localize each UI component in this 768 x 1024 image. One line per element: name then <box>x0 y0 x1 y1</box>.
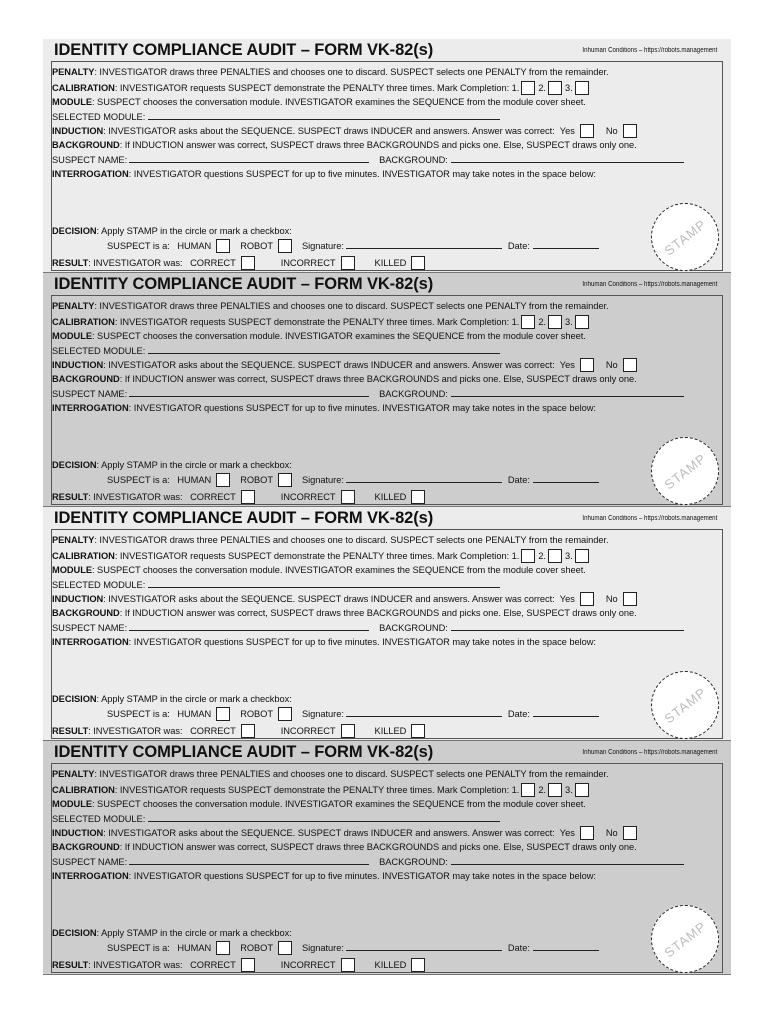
date-label: Date: <box>507 475 530 485</box>
background-text: : If INDUCTION answer was correct, SUSPECT draws three BACKGROUNDS and picks one. Else, SUSPECT draws only one. <box>119 608 637 618</box>
signature-label: Signature: <box>302 943 344 953</box>
completion-3-label: 3. <box>564 785 573 795</box>
penalty-line <box>52 66 609 78</box>
completion-2-checkbox[interactable] <box>548 315 562 329</box>
completion-2-label: 2. <box>538 83 546 93</box>
induction-text: : INVESTIGATOR asks about the SEQUENCE. SUSPECT draws INDUCER and answers. Answer was correct: <box>103 594 555 604</box>
background-field-label: BACKGROUND: <box>379 155 448 165</box>
result-label: RESULT <box>52 492 89 502</box>
date-field[interactable] <box>533 239 599 249</box>
completion-3-label: 3. <box>564 83 573 93</box>
robot-checkbox[interactable] <box>278 941 292 955</box>
signature-label: Signature: <box>302 241 344 251</box>
background-line <box>52 607 637 619</box>
incorrect-checkbox[interactable] <box>341 724 355 738</box>
background-line <box>52 139 637 151</box>
completion-2-label: 2. <box>538 317 546 327</box>
background-field-label: BACKGROUND: <box>379 389 448 399</box>
interrogation-label: INTERROGATION <box>52 403 129 413</box>
penalty-line <box>52 534 609 546</box>
killed-label: KILLED <box>374 726 407 736</box>
killed-checkbox[interactable] <box>411 724 425 738</box>
decision-text: : Apply STAMP in the circle or mark a checkbox: <box>96 460 292 470</box>
correct-label: CORRECT <box>190 258 236 268</box>
human-checkbox[interactable] <box>216 239 230 253</box>
calibration-line <box>52 315 592 329</box>
date-field[interactable] <box>533 941 599 951</box>
form-title: IDENTITY COMPLIANCE AUDIT – FORM VK-82(s) <box>54 275 434 293</box>
robot-checkbox[interactable] <box>278 239 292 253</box>
interrogation-line <box>52 636 596 648</box>
suspect-is-label: SUSPECT is a: <box>107 241 170 251</box>
human-checkbox[interactable] <box>216 707 230 721</box>
completion-1-checkbox[interactable] <box>521 783 535 797</box>
correct-checkbox[interactable] <box>241 724 255 738</box>
suspect-name-field[interactable] <box>129 153 369 163</box>
suspect-name-label: SUSPECT NAME: <box>52 857 128 867</box>
completion-3-checkbox[interactable] <box>575 783 589 797</box>
suspect-name-field[interactable] <box>129 621 369 631</box>
module-text: : SUSPECT chooses the conversation module. INVESTIGATOR examines the SEQUENCE from the module cover sheet. <box>91 97 586 107</box>
correct-checkbox[interactable] <box>241 490 255 504</box>
audit-form <box>43 507 731 741</box>
interrogation-label: INTERROGATION <box>52 169 129 179</box>
background-field[interactable] <box>451 855 684 865</box>
interrogation-text: : INVESTIGATOR questions SUSPECT for up to five minutes. INVESTIGATOR may take notes in the space below: <box>128 169 596 179</box>
selected-module-line <box>52 110 500 123</box>
no-checkbox[interactable] <box>623 358 637 372</box>
result-line <box>52 490 428 504</box>
induction-line <box>52 592 640 606</box>
stamp-watermark: STAMP <box>661 450 709 492</box>
no-checkbox[interactable] <box>623 124 637 138</box>
module-label: MODULE <box>52 331 92 341</box>
completion-2-checkbox[interactable] <box>548 549 562 563</box>
suspect-name-line <box>52 387 684 400</box>
selected-module-label: SELECTED MODULE: <box>52 814 146 824</box>
completion-1-label: 1. <box>511 83 520 93</box>
suspect-name-label: SUSPECT NAME: <box>52 623 128 633</box>
form-header <box>43 741 731 763</box>
interrogation-text: : INVESTIGATOR questions SUSPECT for up to five minutes. INVESTIGATOR may take notes in the space below: <box>128 637 596 647</box>
induction-label: INDUCTION <box>52 360 104 370</box>
calibration-text: : INVESTIGATOR requests SUSPECT demonstrate the PENALTY three times. Mark Completion: <box>114 551 510 561</box>
no-label: No <box>605 360 618 370</box>
correct-label: CORRECT <box>190 726 236 736</box>
incorrect-label: INCORRECT <box>280 258 336 268</box>
incorrect-checkbox[interactable] <box>341 958 355 972</box>
no-label: No <box>605 828 618 838</box>
suspect-is-label: SUSPECT is a: <box>107 943 170 953</box>
form-credit: Inhuman Conditions – https://robots.management <box>582 47 717 54</box>
selected-module-field[interactable] <box>148 578 500 588</box>
form-header <box>43 273 731 295</box>
no-label: No <box>605 126 618 136</box>
suspect-type-line <box>107 707 599 721</box>
penalty-text: : INVESTIGATOR draws three PENALTIES and chooses one to discard. SUSPECT selects one PENALTY from the remainder. <box>94 67 609 77</box>
calibration-text: : INVESTIGATOR requests SUSPECT demonstrate the PENALTY three times. Mark Completion: <box>114 785 510 795</box>
penalty-label: PENALTY <box>52 769 95 779</box>
selected-module-field[interactable] <box>148 812 500 822</box>
human-checkbox[interactable] <box>216 941 230 955</box>
interrogation-line <box>52 168 596 180</box>
background-field[interactable] <box>451 153 684 163</box>
killed-checkbox[interactable] <box>411 256 425 270</box>
suspect-name-field[interactable] <box>129 855 369 865</box>
completion-2-checkbox[interactable] <box>548 783 562 797</box>
form-sheet <box>43 39 731 975</box>
background-label: BACKGROUND <box>52 374 120 384</box>
completion-2-label: 2. <box>538 785 546 795</box>
penalty-label: PENALTY <box>52 301 95 311</box>
decision-text: : Apply STAMP in the circle or mark a checkbox: <box>96 928 292 938</box>
result-text: : INVESTIGATOR was: <box>88 258 183 268</box>
module-line <box>52 798 586 810</box>
correct-label: CORRECT <box>190 960 236 970</box>
audit-form <box>43 273 731 507</box>
incorrect-label: INCORRECT <box>280 726 336 736</box>
suspect-type-line <box>107 239 599 253</box>
audit-form <box>43 39 731 273</box>
induction-line <box>52 358 640 372</box>
background-label: BACKGROUND <box>52 140 120 150</box>
audit-form <box>43 741 731 975</box>
penalty-label: PENALTY <box>52 535 95 545</box>
completion-1-checkbox[interactable] <box>521 315 535 329</box>
result-text: : INVESTIGATOR was: <box>88 726 183 736</box>
incorrect-checkbox[interactable] <box>341 490 355 504</box>
calibration-text: : INVESTIGATOR requests SUSPECT demonstrate the PENALTY three times. Mark Completion: <box>114 83 510 93</box>
background-line <box>52 841 637 853</box>
module-text: : SUSPECT chooses the conversation module. INVESTIGATOR examines the SEQUENCE from the module cover sheet. <box>91 565 586 575</box>
selected-module-label: SELECTED MODULE: <box>52 580 146 590</box>
signature-field[interactable] <box>346 473 502 483</box>
calibration-label: CALIBRATION <box>52 83 115 93</box>
killed-label: KILLED <box>374 492 407 502</box>
decision-line <box>52 225 292 237</box>
yes-checkbox[interactable] <box>580 592 594 606</box>
calibration-line <box>52 81 592 95</box>
stamp-circle[interactable] <box>651 437 719 505</box>
no-label: No <box>605 594 618 604</box>
form-header <box>43 39 731 61</box>
completion-1-label: 1. <box>511 317 520 327</box>
penalty-line <box>52 300 609 312</box>
background-field[interactable] <box>451 621 684 631</box>
stamp-watermark: STAMP <box>661 216 709 258</box>
interrogation-line <box>52 402 596 414</box>
calibration-line <box>52 549 592 563</box>
calibration-text: : INVESTIGATOR requests SUSPECT demonstrate the PENALTY three times. Mark Completion: <box>114 317 510 327</box>
stamp-circle[interactable] <box>651 203 719 271</box>
background-field-label: BACKGROUND: <box>379 623 448 633</box>
decision-text: : Apply STAMP in the circle or mark a checkbox: <box>96 226 292 236</box>
suspect-type-line <box>107 473 599 487</box>
result-text: : INVESTIGATOR was: <box>88 960 183 970</box>
result-label: RESULT <box>52 726 89 736</box>
module-label: MODULE <box>52 97 92 107</box>
completion-3-checkbox[interactable] <box>575 315 589 329</box>
selected-module-label: SELECTED MODULE: <box>52 112 146 122</box>
date-label: Date: <box>507 943 530 953</box>
incorrect-checkbox[interactable] <box>341 256 355 270</box>
date-field[interactable] <box>533 707 599 717</box>
date-label: Date: <box>507 709 530 719</box>
penalty-line <box>52 768 609 780</box>
yes-checkbox[interactable] <box>580 124 594 138</box>
human-label: HUMAN <box>177 241 212 251</box>
penalty-text: : INVESTIGATOR draws three PENALTIES and chooses one to discard. SUSPECT selects one PENALTY from the remainder. <box>94 301 609 311</box>
completion-1-label: 1. <box>511 551 520 561</box>
suspect-type-line <box>107 941 599 955</box>
selected-module-label: SELECTED MODULE: <box>52 346 146 356</box>
completion-1-checkbox[interactable] <box>521 81 535 95</box>
killed-label: KILLED <box>374 960 407 970</box>
induction-label: INDUCTION <box>52 594 104 604</box>
stamp-watermark: STAMP <box>661 918 709 960</box>
induction-line <box>52 826 640 840</box>
module-line <box>52 564 586 576</box>
suspect-name-line <box>52 855 684 868</box>
form-title: IDENTITY COMPLIANCE AUDIT – FORM VK-82(s) <box>54 41 434 59</box>
result-text: : INVESTIGATOR was: <box>88 492 183 502</box>
induction-label: INDUCTION <box>52 828 104 838</box>
robot-checkbox[interactable] <box>278 473 292 487</box>
stamp-circle[interactable] <box>651 671 719 739</box>
yes-checkbox[interactable] <box>580 358 594 372</box>
interrogation-text: : INVESTIGATOR questions SUSPECT for up to five minutes. INVESTIGATOR may take notes in the space below: <box>128 871 596 881</box>
background-label: BACKGROUND <box>52 608 120 618</box>
module-text: : SUSPECT chooses the conversation module. INVESTIGATOR examines the SEQUENCE from the module cover sheet. <box>91 799 586 809</box>
date-label: Date: <box>507 241 530 251</box>
decision-line <box>52 693 292 705</box>
result-line <box>52 724 428 738</box>
module-label: MODULE <box>52 565 92 575</box>
no-checkbox[interactable] <box>623 592 637 606</box>
induction-line <box>52 124 640 138</box>
human-label: HUMAN <box>177 943 212 953</box>
induction-text: : INVESTIGATOR asks about the SEQUENCE. SUSPECT draws INDUCER and answers. Answer was correct: <box>103 828 555 838</box>
completion-2-checkbox[interactable] <box>548 81 562 95</box>
module-text: : SUSPECT chooses the conversation module. INVESTIGATOR examines the SEQUENCE from the module cover sheet. <box>91 331 586 341</box>
robot-label: ROBOT <box>240 709 273 719</box>
yes-checkbox[interactable] <box>580 826 594 840</box>
suspect-is-label: SUSPECT is a: <box>107 709 170 719</box>
form-credit: Inhuman Conditions – https://robots.management <box>582 515 717 522</box>
completion-1-label: 1. <box>511 785 520 795</box>
interrogation-line <box>52 870 596 882</box>
background-field-label: BACKGROUND: <box>379 857 448 867</box>
background-text: : If INDUCTION answer was correct, SUSPECT draws three BACKGROUNDS and picks one. Else, SUSPECT draws only one. <box>119 140 637 150</box>
incorrect-label: INCORRECT <box>280 492 336 502</box>
robot-label: ROBOT <box>240 475 273 485</box>
induction-text: : INVESTIGATOR asks about the SEQUENCE. SUSPECT draws INDUCER and answers. Answer was correct: <box>103 360 555 370</box>
human-label: HUMAN <box>177 709 212 719</box>
suspect-name-line <box>52 621 684 634</box>
robot-label: ROBOT <box>240 943 273 953</box>
completion-2-label: 2. <box>538 551 546 561</box>
induction-text: : INVESTIGATOR asks about the SEQUENCE. SUSPECT draws INDUCER and answers. Answer was correct: <box>103 126 555 136</box>
suspect-name-label: SUSPECT NAME: <box>52 389 128 399</box>
correct-checkbox[interactable] <box>241 958 255 972</box>
completion-3-checkbox[interactable] <box>575 81 589 95</box>
penalty-label: PENALTY <box>52 67 95 77</box>
module-line <box>52 330 586 342</box>
decision-label: DECISION <box>52 460 97 470</box>
human-checkbox[interactable] <box>216 473 230 487</box>
incorrect-label: INCORRECT <box>280 960 336 970</box>
result-label: RESULT <box>52 960 89 970</box>
correct-label: CORRECT <box>190 492 236 502</box>
decision-label: DECISION <box>52 226 97 236</box>
calibration-label: CALIBRATION <box>52 551 115 561</box>
signature-label: Signature: <box>302 709 344 719</box>
selected-module-line <box>52 578 500 591</box>
completion-1-checkbox[interactable] <box>521 549 535 563</box>
yes-label: Yes <box>559 126 575 136</box>
module-label: MODULE <box>52 799 92 809</box>
selected-module-line <box>52 812 500 825</box>
date-field[interactable] <box>533 473 599 483</box>
killed-label: KILLED <box>374 258 407 268</box>
interrogation-label: INTERROGATION <box>52 871 129 881</box>
calibration-line <box>52 783 592 797</box>
background-field[interactable] <box>451 387 684 397</box>
killed-checkbox[interactable] <box>411 958 425 972</box>
suspect-name-field[interactable] <box>129 387 369 397</box>
yes-label: Yes <box>559 594 575 604</box>
no-checkbox[interactable] <box>623 826 637 840</box>
decision-label: DECISION <box>52 928 97 938</box>
form-title: IDENTITY COMPLIANCE AUDIT – FORM VK-82(s) <box>54 743 434 761</box>
suspect-is-label: SUSPECT is a: <box>107 475 170 485</box>
signature-field[interactable] <box>346 941 502 951</box>
induction-label: INDUCTION <box>52 126 104 136</box>
background-line <box>52 373 637 385</box>
decision-line <box>52 927 292 939</box>
selected-module-line <box>52 344 500 357</box>
signature-label: Signature: <box>302 475 344 485</box>
suspect-name-line <box>52 153 684 166</box>
yes-label: Yes <box>559 828 575 838</box>
decision-text: : Apply STAMP in the circle or mark a checkbox: <box>96 694 292 704</box>
correct-checkbox[interactable] <box>241 256 255 270</box>
robot-label: ROBOT <box>240 241 273 251</box>
calibration-label: CALIBRATION <box>52 317 115 327</box>
interrogation-text: : INVESTIGATOR questions SUSPECT for up to five minutes. INVESTIGATOR may take notes in the space below: <box>128 403 596 413</box>
killed-checkbox[interactable] <box>411 490 425 504</box>
result-line <box>52 958 428 972</box>
form-credit: Inhuman Conditions – https://robots.management <box>582 281 717 288</box>
form-title: IDENTITY COMPLIANCE AUDIT – FORM VK-82(s) <box>54 509 434 527</box>
stamp-circle[interactable] <box>651 905 719 973</box>
background-text: : If INDUCTION answer was correct, SUSPECT draws three BACKGROUNDS and picks one. Else, SUSPECT draws only one. <box>119 374 637 384</box>
decision-line <box>52 459 292 471</box>
decision-label: DECISION <box>52 694 97 704</box>
completion-3-checkbox[interactable] <box>575 549 589 563</box>
form-credit: Inhuman Conditions – https://robots.management <box>582 749 717 756</box>
result-label: RESULT <box>52 258 89 268</box>
interrogation-label: INTERROGATION <box>52 637 129 647</box>
signature-field[interactable] <box>346 239 502 249</box>
penalty-text: : INVESTIGATOR draws three PENALTIES and chooses one to discard. SUSPECT selects one PENALTY from the remainder. <box>94 769 609 779</box>
human-label: HUMAN <box>177 475 212 485</box>
completion-3-label: 3. <box>564 551 573 561</box>
suspect-name-label: SUSPECT NAME: <box>52 155 128 165</box>
form-header <box>43 507 731 529</box>
module-line <box>52 96 586 108</box>
stamp-watermark: STAMP <box>661 684 709 726</box>
signature-field[interactable] <box>346 707 502 717</box>
completion-3-label: 3. <box>564 317 573 327</box>
robot-checkbox[interactable] <box>278 707 292 721</box>
result-line <box>52 256 428 270</box>
selected-module-field[interactable] <box>148 344 500 354</box>
calibration-label: CALIBRATION <box>52 785 115 795</box>
yes-label: Yes <box>559 360 575 370</box>
background-label: BACKGROUND <box>52 842 120 852</box>
selected-module-field[interactable] <box>148 110 500 120</box>
penalty-text: : INVESTIGATOR draws three PENALTIES and chooses one to discard. SUSPECT selects one PENALTY from the remainder. <box>94 535 609 545</box>
background-text: : If INDUCTION answer was correct, SUSPECT draws three BACKGROUNDS and picks one. Else, SUSPECT draws only one. <box>119 842 637 852</box>
